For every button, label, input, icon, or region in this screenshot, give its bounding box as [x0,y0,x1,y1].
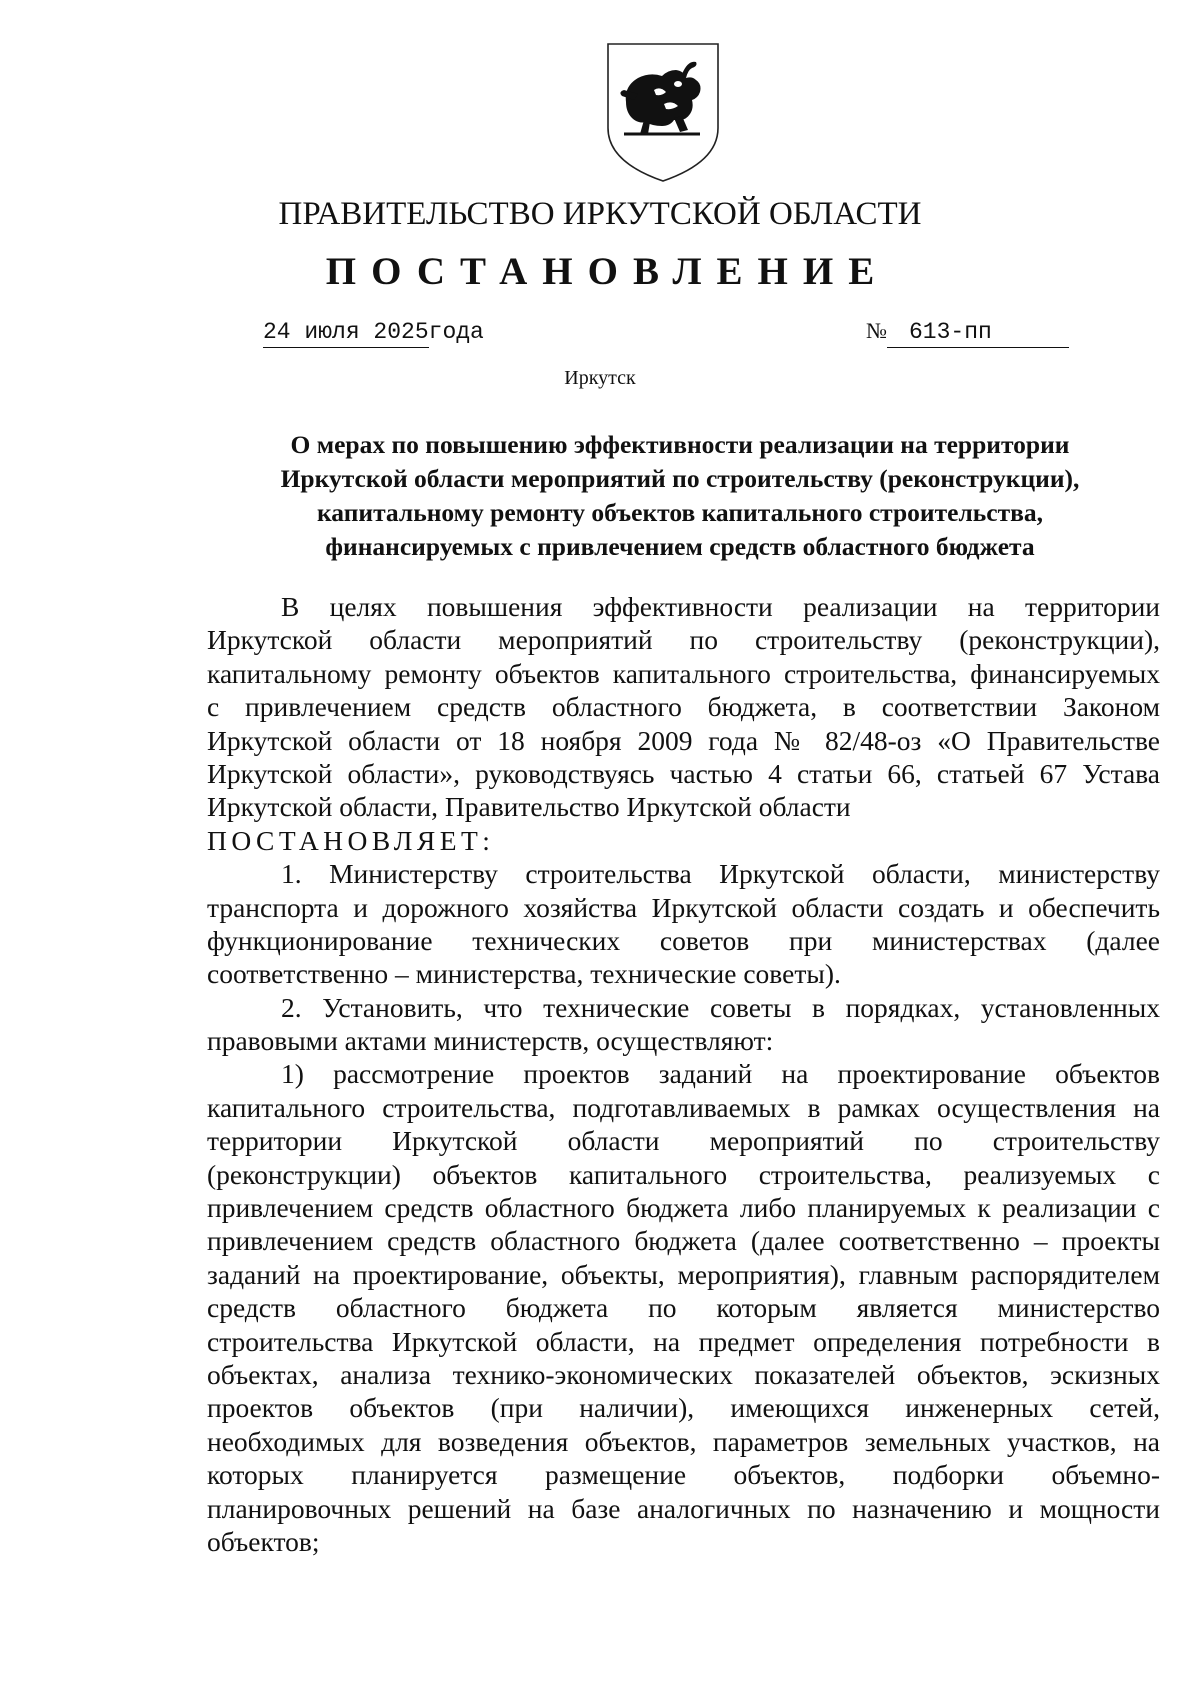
body-line: Иркутской области», руководствуясь частью 4 статьи 66, статьей 67 Устава [207,757,1160,789]
body-line: капитального строительства, подготавливаемых в рамках осуществления на [207,1091,1160,1123]
date-value: 24 июля 2025 [263,319,429,348]
government-title: ПРАВИТЕЛЬСТВО ИРКУТСКОЙ ОБЛАСТИ [278,196,922,232]
body-line: с привлечением средств областного бюджета, в соответствии Законом [207,691,1160,723]
body-line: (реконструкции) объектов капитального строительства, реализуемых с [207,1158,1160,1190]
body-line: правовыми актами министерств, осуществляют: [207,1025,774,1057]
title-line: капитальному ремонту объектов капитального строительства, [316,498,1043,527]
number-sign: № [866,318,887,343]
body-line: объектах, анализа технико-экономических показателей объектов, эскизных [207,1358,1160,1390]
body-line: строительства Иркутской области, на предмет определения потребности в [207,1325,1160,1357]
body-line: средств областного бюджета по которым является министерство [207,1292,1160,1324]
body-line: привлечением средств областного бюджета либо планируемых к реализации с [207,1192,1160,1224]
body-line: планировочных решений на базе аналогичных по назначению и мощности [207,1492,1160,1524]
title-line: финансируемых с привлечением средств областного бюджета [325,532,1035,561]
resolution-word: ПОСТАНОВЛЯЕТ: [207,824,495,856]
number-value: 613-пп [887,319,1069,348]
body-line: проектов объектов (при наличии), имеющихся инженерных сетей, [207,1392,1160,1424]
body-line: Иркутской области, Правительство Иркутской области [207,791,851,823]
document-number [866,318,1069,348]
document-date [263,318,484,348]
title-line: Иркутской области мероприятий по строительству (реконструкции), [280,464,1080,493]
body-line: транспорта и дорожного хозяйства Иркутской области создать и обеспечить [207,891,1160,923]
body-line: 2. Установить, что технические советы в порядках, установленных [281,991,1160,1023]
coat-of-arms-emblem [604,40,722,185]
body-line: необходимых для возведения объектов, параметров земельных участков, на [207,1425,1160,1457]
title-line: О мерах по повышению эффективности реализации на территории [290,430,1070,459]
body-line: функционирование технических советов при министерствах (далее [207,924,1160,956]
city-name: Иркутск [564,367,636,389]
body-line: Иркутской области от 18 ноября 2009 года № 82/48-оз «О Правительстве [207,724,1160,756]
date-suffix: года [428,319,484,345]
body-line: В целях повышения эффективности реализации на территории [281,591,1160,622]
document-body [207,590,1160,1558]
body-line: территории Иркутской области мероприятий по строительству [207,1125,1160,1157]
body-line: которых планируется размещение объектов, подборки объемно- [207,1459,1160,1491]
body-line: Иркутской области мероприятий по строительству (реконструкции), [207,624,1160,656]
body-line: 1. Министерству строительства Иркутской области, министерству [281,858,1160,890]
body-line: объектов; [207,1525,320,1557]
document-type-heading: ПОСТАНОВЛЕНИЕ [325,250,890,293]
document-title [200,428,1160,564]
body-line: привлечением средств областного бюджета (далее соответственно – проекты [207,1225,1160,1257]
body-line: соответственно – министерства, технические советы). [207,958,841,990]
body-line: 1) рассмотрение проектов заданий на проектирование объектов [281,1058,1160,1090]
body-line: капитальному ремонту объектов капитального строительства, финансируемых [207,657,1160,689]
body-line: заданий на проектирование, объекты, мероприятия), главным распорядителем [207,1258,1160,1290]
